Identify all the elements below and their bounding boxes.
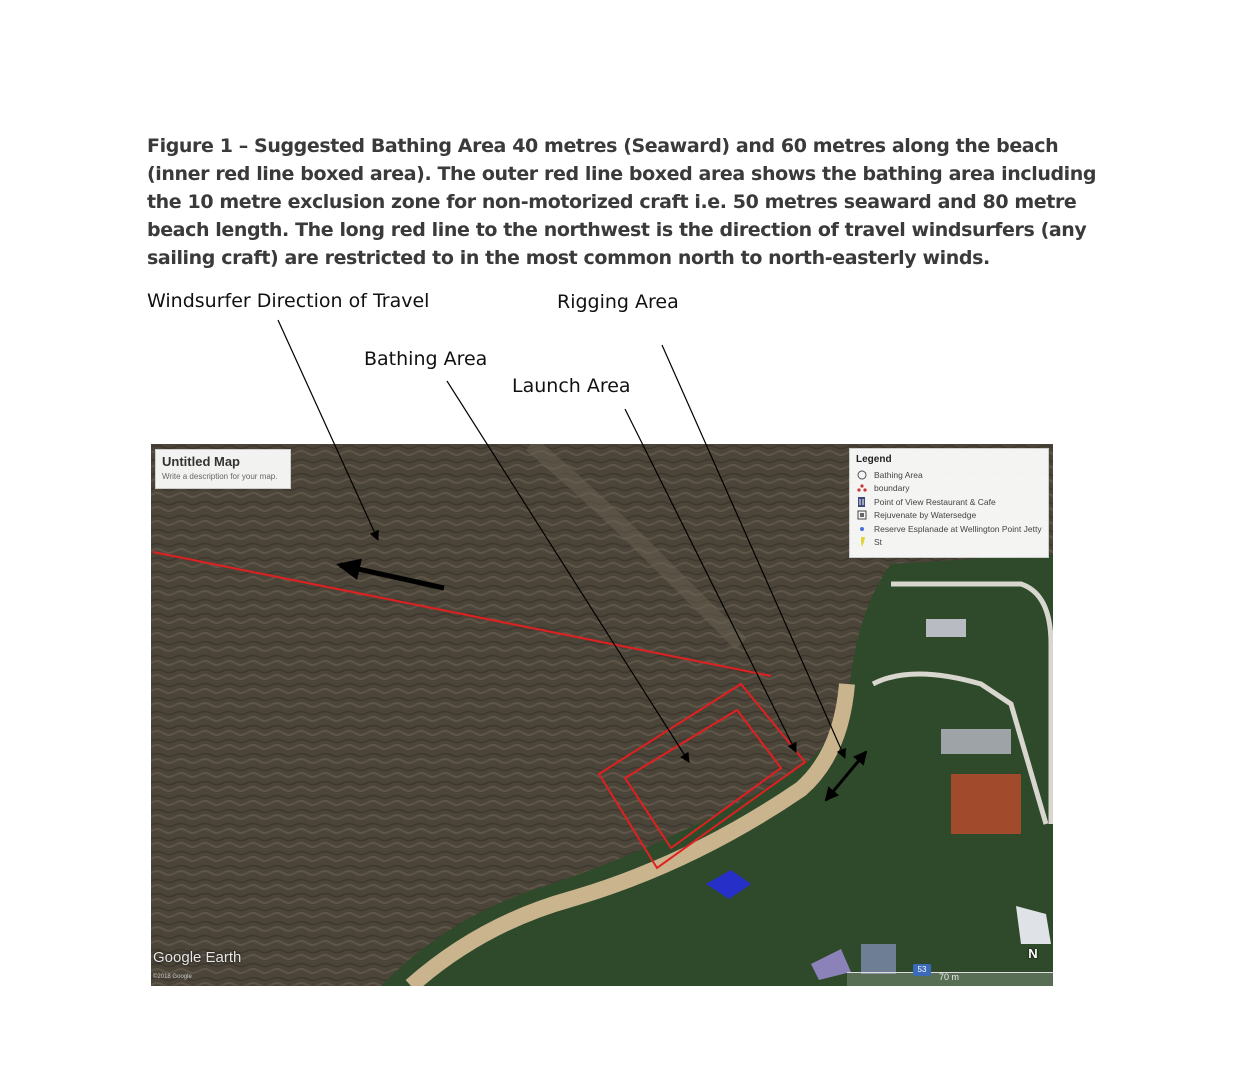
north-arrow-icon[interactable]: N <box>1028 946 1038 961</box>
legend-item-label: Rejuvenate by Watersedge <box>874 510 977 521</box>
label-launch-area: Launch Area <box>512 375 631 397</box>
label-bathing-area: Bathing Area <box>364 348 488 370</box>
legend-item-label: St <box>874 537 883 548</box>
legend-item-label: boundary <box>874 483 910 494</box>
label-rigging-area: Rigging Area <box>557 291 679 313</box>
rigging-double-arrow <box>826 752 866 800</box>
map-description: Write a description for your map. <box>162 472 278 481</box>
label-windsurfer-direction: Windsurfer Direction of Travel <box>147 290 430 312</box>
legend-title: Legend <box>856 454 892 465</box>
bathing-pointer-line <box>447 381 689 762</box>
scale-label: 70 m <box>939 972 960 982</box>
legend-item-label: Reserve Esplanade at Wellington Point Jetty <box>874 523 1042 534</box>
map-title: Untitled Map <box>162 454 240 469</box>
figure-caption: Figure 1 – Suggested Bathing Area 40 metres (Seaward) and 60 metres along the beach (inner red line boxed area). The outer red line boxed area shows the bathing area including the 10 metre exclusion zone for non-motorized craft i.e. 50 metres seaward and 80 metre beach length. The long red line to the northwest is the direction of travel windsurfers (any sailing craft) are restricted to in the most common north to north-easterly winds. <box>147 135 1097 269</box>
rigging-pointer-line <box>662 345 845 758</box>
map-copyright: ©2018 Google <box>153 974 192 980</box>
windsurfer-pointer-line <box>278 320 378 540</box>
windsurfer-direction-arrow <box>340 565 444 588</box>
google-earth-logo: Google Earth <box>153 949 242 966</box>
legend-item-label: Bathing Area <box>874 469 923 480</box>
legend-item-label: Point of View Restaurant & Cafe <box>874 496 996 507</box>
route-badge: 53 <box>913 964 931 976</box>
